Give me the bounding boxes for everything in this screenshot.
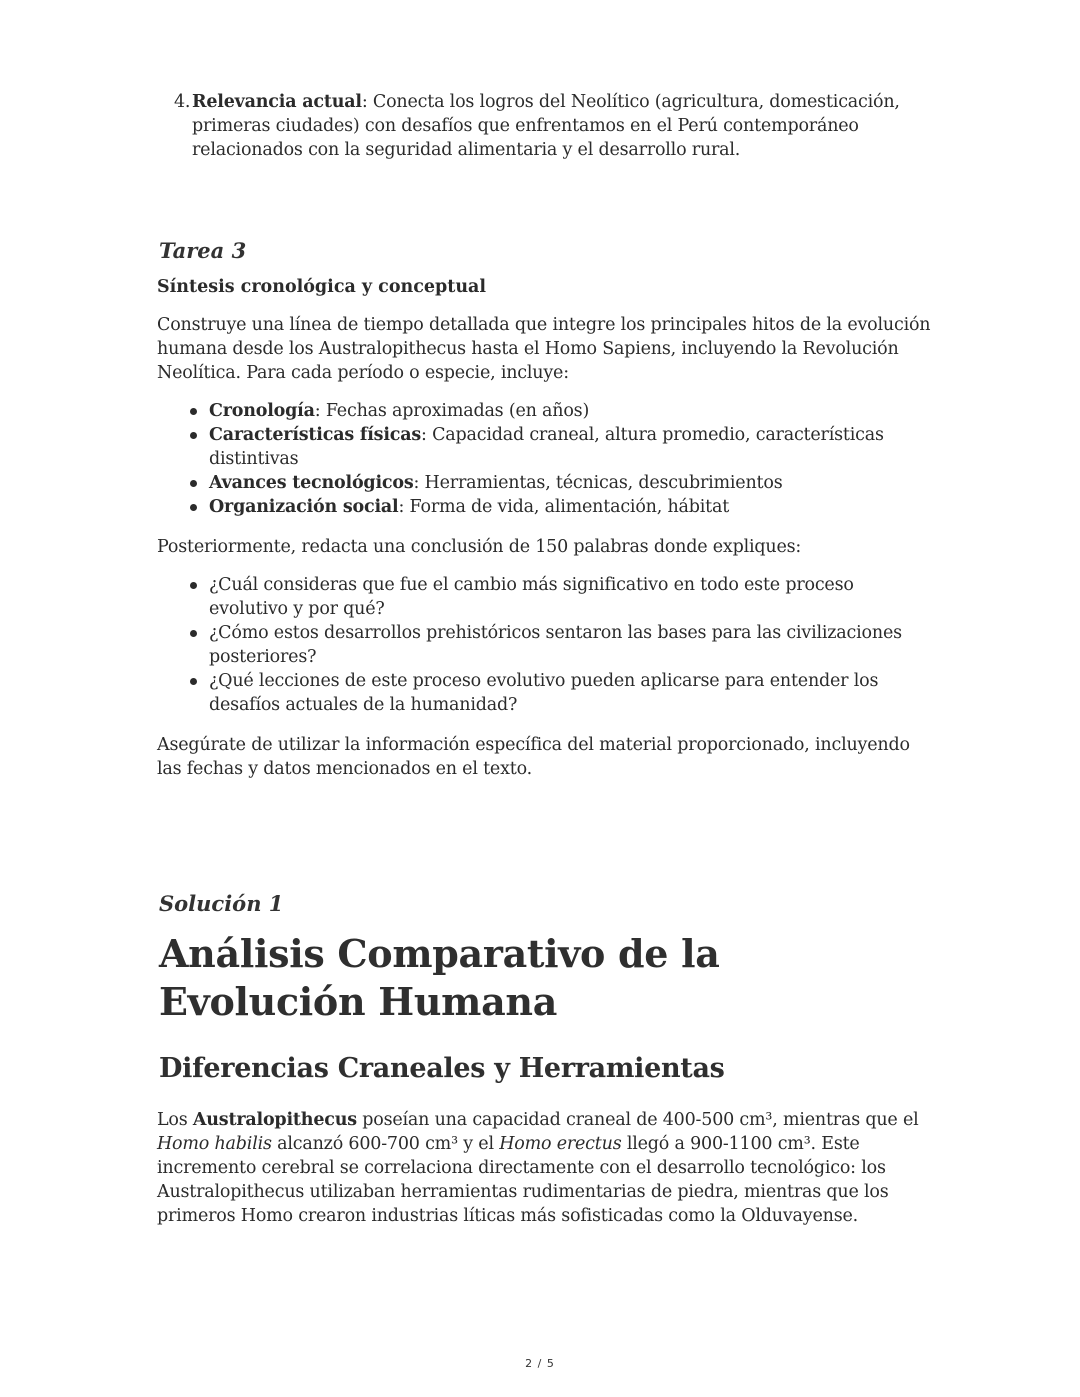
list-number: 4.: [174, 92, 191, 112]
list-item-relevancia: [174, 90, 937, 162]
text-run-italic: Homo erectus: [499, 1134, 622, 1155]
tarea-3-intro: Construye una línea de tiempo detallada que integre los principales hitos de la evolución humana desde los Australopithecus hasta el Homo Sapiens, incluyendo la Revolución Neolítica. Para cada período o especie, incluye:: [157, 315, 931, 383]
item-text: : Conecta los logros del Neolítico (agricultura, domesticación, primeras ciudades) con desafíos que enfrentamos en el Perú contemporáneo relacionados con la seguridad alimentaria y el desarrollo rural.: [192, 92, 900, 160]
item-label: Avances tecnológicos: [209, 473, 414, 493]
item-text: : Herramientas, técnicas, descubrimientos: [413, 473, 783, 493]
text-run: llegó a 900-1100 cm³. Este incremento cerebral se correlaciona directamente con el desarrollo tecnológico: los Australopithecus utilizaban herramientas rudimentarias de piedra, mientras que los primeros Homo crearon industrias líticas más sofisticadas como la Olduvayense.: [157, 1134, 889, 1227]
list-item: [209, 399, 937, 423]
item-label: Organización social: [209, 497, 399, 517]
list-item: ¿Qué lecciones de este proceso evolutivo pueden aplicarse para entender los desafíos actuales de la humanidad?: [209, 669, 937, 717]
section-title: Diferencias Craneales y Herramientas: [159, 1053, 725, 1084]
solution-paragraph: [157, 1108, 937, 1228]
list-item: ¿Cómo estos desarrollos prehistóricos sentaron las bases para las civilizaciones posteriores?: [209, 621, 937, 669]
item-text: : Capacidad craneal, altura promedio, características distintivas: [209, 425, 884, 469]
list-item: [209, 423, 937, 471]
text-run-bold: Australopithecus: [192, 1110, 357, 1131]
item-text: : Fechas aproximadas (en años): [314, 401, 590, 421]
item-text: : Forma de vida, alimentación, hábitat: [398, 497, 730, 517]
text-run: poseían una capacidad craneal de 400-500 cm³, mientras que el: [356, 1110, 919, 1131]
tarea-3-subheading: Síntesis cronológica y conceptual: [157, 277, 487, 297]
page-indicator: 2 / 5: [525, 1357, 555, 1370]
closing-instruction: Asegúrate de utilizar la información específica del material proporcionado, incluyendo las fechas y datos mencionados en el texto.: [157, 735, 910, 779]
questions-list: [157, 573, 937, 717]
list-item: [209, 471, 937, 495]
conclusion-intro: Posteriormente, redacta una conclusión de 150 palabras donde expliques:: [157, 537, 802, 557]
item-label: Relevancia actual: [192, 92, 362, 112]
text-run: Los: [157, 1110, 193, 1131]
list-item: [209, 495, 937, 519]
list-item: ¿Cuál consideras que fue el cambio más significativo en todo este proceso evolutivo y por qué?: [209, 573, 937, 621]
solucion-1-heading: Solución 1: [159, 891, 284, 916]
item-label: Cronología: [209, 401, 315, 421]
tarea-3-heading: Tarea 3: [159, 238, 247, 263]
page-content: [157, 90, 937, 1228]
text-run: alcanzó 600-700 cm³ y el: [271, 1134, 500, 1155]
text-run-italic: Homo habilis: [157, 1134, 272, 1155]
item-label: Características físicas: [209, 425, 422, 445]
criteria-list: [157, 399, 937, 519]
page-title: Análisis Comparativo de la Evolución Humana: [159, 931, 720, 1024]
task-list-continued: [157, 90, 937, 162]
